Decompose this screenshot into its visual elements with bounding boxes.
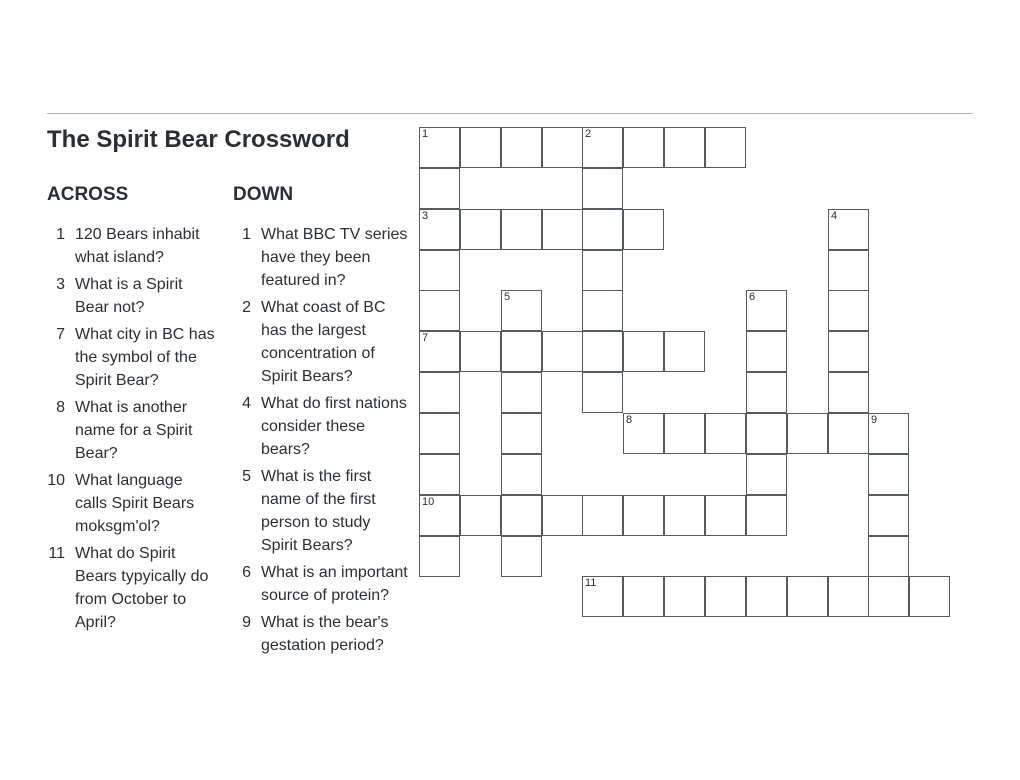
grid-cell[interactable]: [419, 495, 460, 536]
grid-cell[interactable]: [787, 576, 828, 617]
across-clue-7: [47, 323, 219, 392]
grid-cell[interactable]: [868, 576, 909, 617]
clue-text: What is the first name of the first person to study Spirit Bears?: [261, 468, 376, 554]
grid-cell[interactable]: [828, 372, 869, 413]
grid-cell[interactable]: [828, 331, 869, 372]
clue-number: 7: [56, 326, 65, 343]
clue-number: 1: [242, 226, 251, 243]
grid-cell[interactable]: [746, 413, 787, 454]
grid-cell[interactable]: [664, 331, 705, 372]
down-clue-6: [233, 561, 411, 607]
across-clue-list: [47, 223, 219, 638]
grid-cell[interactable]: [501, 331, 542, 372]
grid-cell[interactable]: [419, 413, 460, 454]
down-clue-list: [233, 223, 411, 661]
cell-number: 10: [422, 496, 435, 508]
grid-cell[interactable]: [582, 331, 623, 372]
grid-cell[interactable]: [623, 127, 664, 168]
grid-cell[interactable]: [419, 372, 460, 413]
clue-text: 120 Bears inhabit what island?: [75, 226, 200, 266]
down-clue-2: [233, 296, 411, 388]
grid-cell[interactable]: [746, 331, 787, 372]
grid-cell[interactable]: [501, 495, 542, 536]
down-clue-5: [233, 465, 411, 557]
clue-number: 5: [242, 468, 251, 485]
page-title: The Spirit Bear Crossword: [47, 126, 350, 153]
grid-cell[interactable]: [582, 495, 623, 536]
cell-number: 7: [422, 332, 429, 344]
clue-text: What BBC TV series have they been featured in?: [261, 226, 408, 289]
clue-number: 11: [48, 545, 65, 562]
cell-number: 8: [626, 414, 633, 426]
clue-text: What is a Spirit Bear not?: [75, 276, 183, 316]
grid-cell[interactable]: [419, 536, 460, 577]
grid-cell[interactable]: [460, 495, 501, 536]
grid-cell[interactable]: [746, 454, 787, 495]
grid-cell[interactable]: [460, 127, 501, 168]
clue-text: What is another name for a Spirit Bear?: [75, 399, 193, 462]
clue-text: What is an important source of protein?: [261, 564, 408, 604]
cell-number: 1: [422, 128, 429, 140]
cell-number: 2: [585, 128, 592, 140]
clue-number: 2: [242, 299, 251, 316]
grid-cell[interactable]: [828, 209, 869, 250]
grid-cell[interactable]: [868, 495, 909, 536]
clue-number: 8: [56, 399, 65, 416]
grid-cell[interactable]: [623, 495, 664, 536]
grid-cell[interactable]: [542, 127, 583, 168]
grid-cell[interactable]: [828, 576, 869, 617]
clue-number: 1: [56, 226, 65, 243]
grid-cell[interactable]: [582, 576, 623, 617]
clue-number: 10: [47, 472, 65, 489]
grid-cell[interactable]: [419, 454, 460, 495]
grid-cell[interactable]: [582, 250, 623, 291]
grid-cell[interactable]: [582, 127, 623, 168]
grid-cell[interactable]: [501, 372, 542, 413]
grid-cell[interactable]: [623, 209, 664, 250]
grid-cell[interactable]: [623, 331, 664, 372]
grid-cell[interactable]: [501, 209, 542, 250]
grid-cell[interactable]: [501, 290, 542, 331]
across-heading: ACROSS: [47, 184, 129, 205]
header-rule: [47, 113, 973, 114]
grid-cell[interactable]: [542, 331, 583, 372]
down-clue-1: [233, 223, 411, 292]
grid-cell[interactable]: [868, 413, 909, 454]
grid-cell[interactable]: [460, 331, 501, 372]
grid-cell[interactable]: [419, 168, 460, 209]
grid-cell[interactable]: [501, 413, 542, 454]
grid-cell[interactable]: [868, 536, 909, 577]
grid-cell[interactable]: [419, 331, 460, 372]
cell-number: 11: [585, 577, 597, 589]
down-heading: DOWN: [233, 184, 294, 205]
clue-number: 6: [242, 564, 251, 581]
clue-text: What coast of BC has the largest concentration of Spirit Bears?: [261, 299, 386, 385]
grid-cell[interactable]: [868, 454, 909, 495]
grid-cell[interactable]: [746, 372, 787, 413]
grid-cell[interactable]: [746, 495, 787, 536]
grid-cell[interactable]: [623, 576, 664, 617]
grid-cell[interactable]: [582, 168, 623, 209]
grid-cell[interactable]: [419, 290, 460, 331]
grid-cell[interactable]: [909, 576, 950, 617]
cell-number: 6: [749, 291, 756, 303]
grid-cell[interactable]: [787, 413, 828, 454]
grid-cell[interactable]: [460, 209, 501, 250]
across-clue-8: [47, 396, 219, 465]
cell-number: 5: [504, 291, 511, 303]
grid-cell[interactable]: [501, 454, 542, 495]
down-clue-4: [233, 392, 411, 461]
across-clue-10: [47, 469, 219, 538]
grid-cell[interactable]: [501, 127, 542, 168]
grid-cell[interactable]: [623, 413, 664, 454]
grid-cell[interactable]: [664, 576, 705, 617]
grid-cell[interactable]: [746, 290, 787, 331]
grid-cell[interactable]: [542, 495, 583, 536]
grid-cell[interactable]: [419, 127, 460, 168]
grid-cell[interactable]: [828, 290, 869, 331]
clue-text: What language calls Spirit Bears moksgm'ol?: [75, 472, 195, 535]
grid-cell[interactable]: [705, 576, 746, 617]
grid-cell[interactable]: [705, 127, 746, 168]
grid-cell[interactable]: [582, 290, 623, 331]
grid-cell[interactable]: [705, 413, 746, 454]
grid-cell[interactable]: [542, 209, 583, 250]
grid-cell[interactable]: [419, 250, 460, 291]
clue-number: 3: [56, 276, 65, 293]
grid-cell[interactable]: [828, 413, 869, 454]
clue-number: 4: [242, 395, 251, 412]
cell-number: 4: [831, 210, 838, 222]
grid-cell[interactable]: [746, 576, 787, 617]
grid-cell[interactable]: [664, 127, 705, 168]
clue-text: What is the bear's gestation period?: [261, 614, 389, 654]
grid-cell[interactable]: [705, 495, 746, 536]
across-clue-1: [47, 223, 219, 269]
grid-cell[interactable]: [419, 209, 460, 250]
cell-number: 9: [871, 414, 878, 426]
down-clue-9: [233, 611, 411, 657]
grid-cell[interactable]: [501, 536, 542, 577]
grid-cell[interactable]: [664, 413, 705, 454]
across-clue-11: [47, 542, 219, 634]
grid-cell[interactable]: [664, 495, 705, 536]
grid-cell[interactable]: [582, 209, 623, 250]
across-clue-3: [47, 273, 219, 319]
grid-cell[interactable]: [582, 372, 623, 413]
cell-number: 3: [422, 210, 429, 222]
clue-text: What do Spirit Bears typyically do from October to April?: [75, 545, 209, 631]
clue-text: What city in BC has the symbol of the Spirit Bear?: [75, 326, 215, 389]
clue-text: What do first nations consider these bears?: [261, 395, 407, 458]
grid-cell[interactable]: [828, 250, 869, 291]
clue-number: 9: [242, 614, 251, 631]
